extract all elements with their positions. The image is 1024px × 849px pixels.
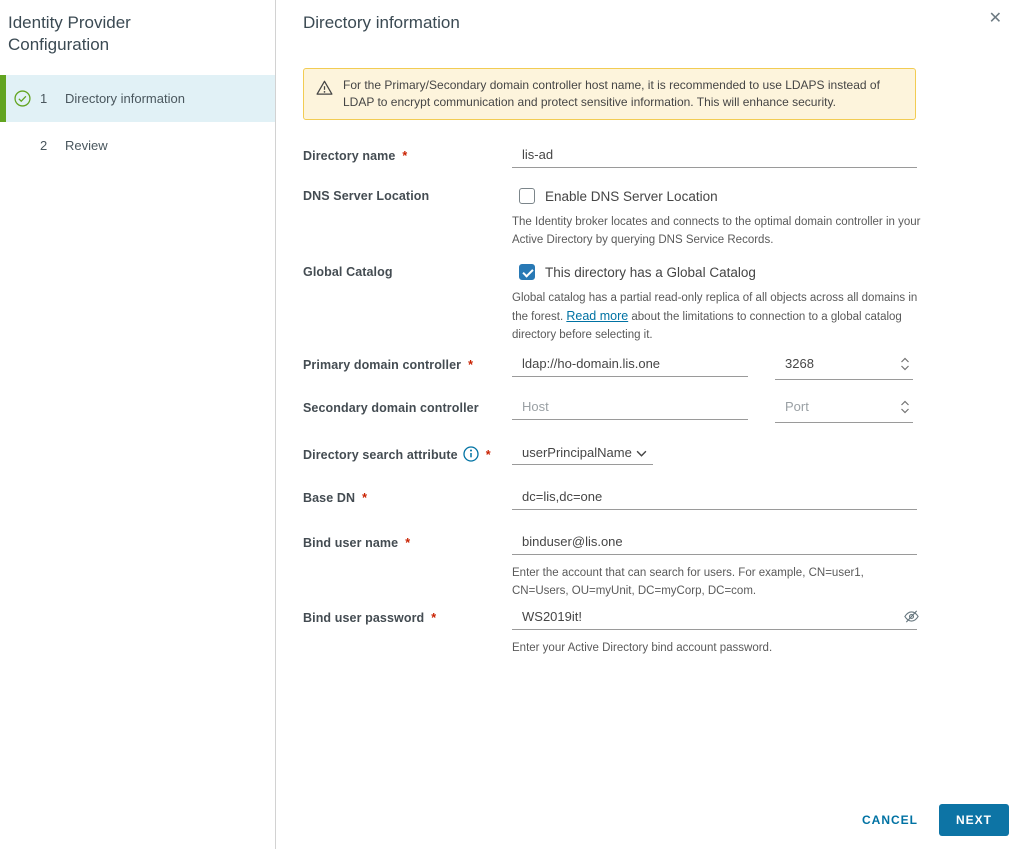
bind-user-name-input[interactable] [512, 534, 917, 555]
close-icon[interactable]: ✕ [988, 10, 1002, 27]
bind-user-name-row [303, 534, 917, 600]
selected-option: userPrincipalName [522, 445, 632, 460]
ldaps-warning-banner [303, 68, 916, 120]
step-directory-information[interactable] [0, 75, 275, 122]
required-mark: * [402, 149, 408, 163]
global-catalog-checkbox[interactable] [519, 264, 535, 280]
primary-host-input[interactable] [512, 356, 748, 377]
wizard-steps [0, 75, 275, 169]
page-title: Directory information [303, 13, 460, 32]
primary-domain-controller-row [303, 356, 917, 377]
eye-off-icon[interactable] [903, 608, 920, 628]
directory-information-panel [277, 0, 1024, 849]
directory-name-row [303, 147, 917, 168]
warning-triangle-icon [315, 79, 334, 102]
field-label: Bind user name * [303, 536, 411, 550]
base-dn-input[interactable] [512, 489, 917, 510]
directory-name-input[interactable] [512, 147, 917, 168]
field-label: Directory name * [303, 149, 408, 163]
global-catalog-helper-text: Global catalog has a partial read-only replica of all objects across all domains in the forest. Read more about the limitations to connection to a global catalog directory before selecting it. [512, 292, 918, 341]
primary-port-input[interactable] [775, 356, 899, 376]
required-mark: * [405, 536, 411, 550]
required-mark: * [362, 491, 368, 505]
step-review[interactable] [0, 122, 275, 169]
required-mark: * [485, 448, 491, 462]
primary-port-field [775, 356, 913, 380]
read-more-link[interactable]: Read more [566, 309, 629, 323]
secondary-host-input[interactable] [512, 399, 748, 420]
required-mark: * [468, 358, 474, 372]
directory-search-attribute-row [303, 444, 917, 465]
base-dn-row [303, 489, 917, 510]
dns-server-location-row [303, 187, 921, 249]
enable-dns-checkbox[interactable] [519, 188, 535, 204]
checkbox-label[interactable]: Enable DNS Server Location [545, 188, 718, 204]
directory-search-attribute-select[interactable] [512, 445, 653, 465]
warning-text: For the Primary/Secondary domain controller host name, it is recommended to use LDAPS instead of LDAP to encrypt communication and protect sensitive information. This will enhance security. [343, 78, 880, 109]
secondary-domain-controller-row [303, 399, 917, 420]
step-complete-check-icon [14, 90, 31, 107]
step-label: Directory information [65, 91, 185, 106]
step-number: 1 [40, 91, 48, 106]
global-catalog-row [303, 263, 917, 344]
wizard-title: Identity Provider Configuration [8, 13, 131, 54]
bind-user-password-row [303, 609, 917, 657]
secondary-port-field [775, 399, 913, 423]
field-label: Global Catalog [303, 265, 393, 279]
checkbox-label[interactable]: This directory has a Global Catalog [545, 264, 756, 280]
info-icon[interactable] [463, 446, 479, 465]
port-stepper-icon[interactable] [899, 356, 911, 377]
field-label: Bind user password * [303, 611, 437, 625]
bind-user-password-input[interactable] [512, 609, 917, 630]
bind-user-name-helper-text: Enter the account that can search for users. For example, CN=user1, CN=Users, OU=myUnit, DC=myCorp, DC=com. [512, 567, 864, 597]
port-stepper-icon[interactable] [899, 399, 911, 420]
field-label: Primary domain controller * [303, 358, 474, 372]
wizard-footer [862, 804, 1009, 836]
chevron-down-icon [636, 445, 647, 460]
wizard-sidebar [0, 0, 276, 849]
field-label: Secondary domain controller [303, 401, 479, 415]
field-label: Base DN * [303, 491, 368, 505]
secondary-port-input[interactable] [775, 399, 899, 419]
bind-user-password-helper-text: Enter your Active Directory bind account password. [512, 642, 773, 654]
cancel-button[interactable]: CANCEL [861, 813, 918, 827]
field-label: Directory search attribute * [303, 444, 512, 465]
step-number: 2 [40, 138, 48, 153]
dns-helper-text: The Identity broker locates and connects to the optimal domain controller in your Active Directory by querying DNS Service Records. [512, 216, 921, 246]
required-mark: * [431, 611, 437, 625]
step-label: Review [65, 138, 108, 153]
field-label: DNS Server Location [303, 189, 430, 203]
next-button[interactable]: NEXT [939, 804, 1009, 836]
